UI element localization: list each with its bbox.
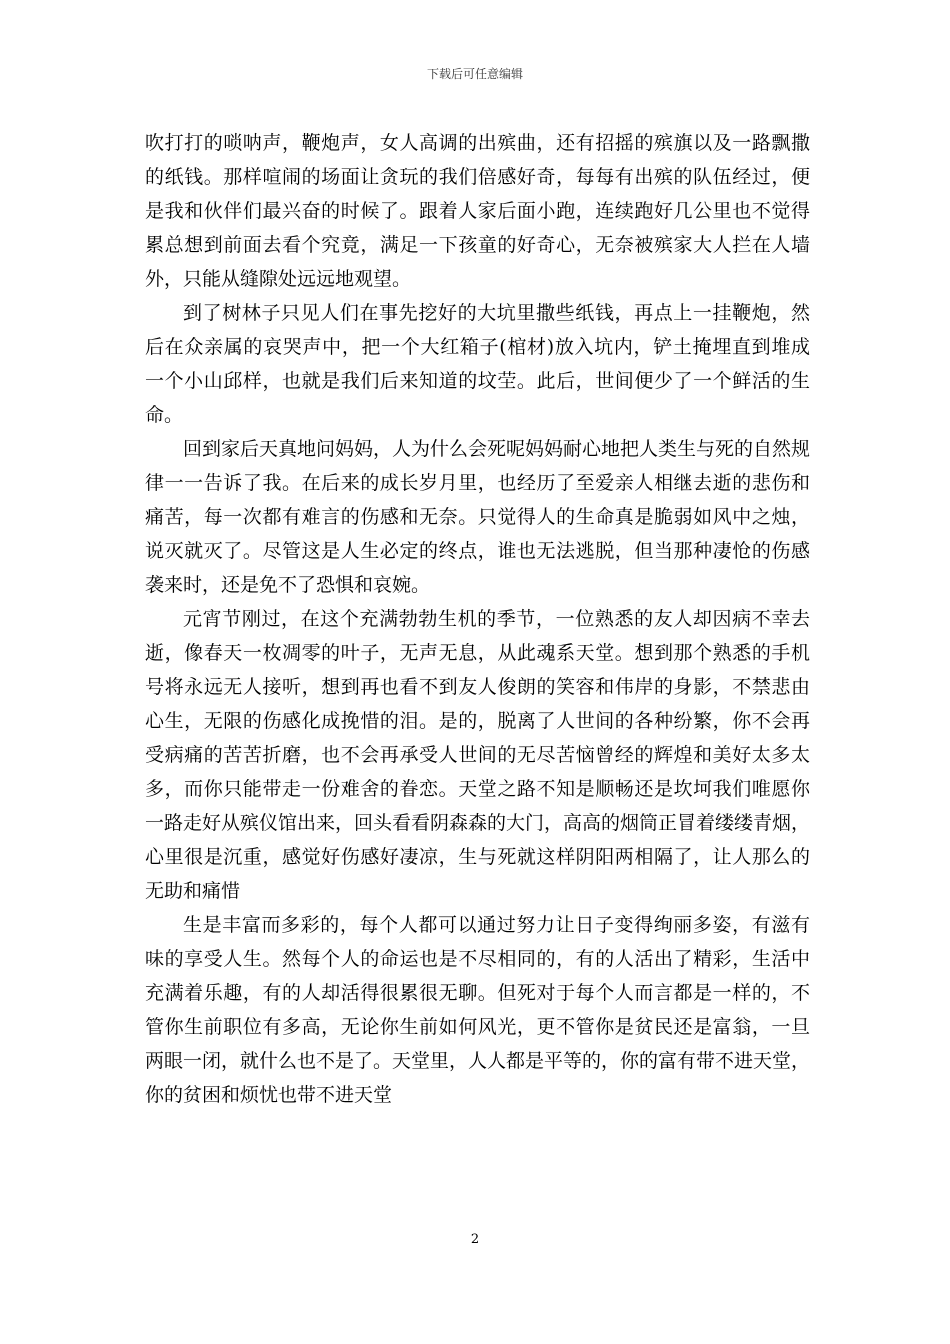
page-number: 2 xyxy=(470,1232,480,1247)
text-line: 逝，像春天一枚凋零的叶子，无声无息，从此魂系天堂。想到那个熟悉的手机 xyxy=(145,642,810,664)
text-line: 回到家后天真地问妈妈，人为什么会死呢妈妈耐心地把人类生与死的自然规 xyxy=(183,438,810,460)
text-line: 一路走好从殡仪馆出来，回头看看阴森森的大门，高高的烟筒正冒着缕缕青烟， xyxy=(145,812,810,834)
text-line: 受病痛的苦苦折磨，也不会再承受人世间的无尽苦恼曾经的辉煌和美好太多太 xyxy=(145,744,810,766)
page-header: 下载后可任意编辑 xyxy=(426,67,523,81)
text-line: 味的享受人生。然每个人的命运也是不尽相同的，有的人活出了精彩，生活中 xyxy=(145,948,810,970)
text-line: 到了树林子只见人们在事先挖好的大坑里撒些纸钱，再点上一挂鞭炮，然 xyxy=(183,302,810,324)
text-line: 命。 xyxy=(145,404,184,426)
text-line: 两眼一闭，就什么也不是了。天堂里，人人都是平等的，你的富有带不进天堂， xyxy=(145,1050,810,1072)
text-line: 吹打打的唢呐声，鞭炮声，女人高调的出殡曲，还有招摇的殡旗以及一路飘撒 xyxy=(145,132,810,154)
text-line: 袭来时，还是免不了恐惧和哀婉。 xyxy=(145,574,431,596)
text-line: 生是丰富而多彩的，每个人都可以通过努力让日子变得绚丽多姿，有滋有 xyxy=(183,914,810,936)
text-line: 多，而你只能带走一份难舍的眷恋。天堂之路不知是顺畅还是坎坷我们唯愿你 xyxy=(145,778,810,800)
paragraph-3 xyxy=(145,432,810,602)
text-line: 无助和痛惜 xyxy=(145,880,241,902)
text-line: 说灭就灭了。尽管这是人生必定的终点，谁也无法逃脱，但当那种凄怆的伤感 xyxy=(145,540,810,562)
text-line: 管你生前职位有多高，无论你生前如何风光，更不管你是贫民还是富翁，一旦 xyxy=(145,1016,810,1038)
paragraph-5 xyxy=(145,908,810,1112)
text-line: 号将永远无人接听，想到再也看不到友人俊朗的笑容和伟岸的身影，不禁悲由 xyxy=(145,676,810,698)
text-line: 累总想到前面去看个究竟，满足一下孩童的好奇心，无奈被殡家大人拦在人墙 xyxy=(145,234,810,256)
text-line: 的纸钱。那样喧闹的场面让贪玩的我们倍感好奇，每每有出殡的队伍经过，便 xyxy=(145,166,810,188)
text-line: 后在众亲属的哀哭声中，把一个大红箱子(棺材)放入坑内，铲土掩埋直到堆成 xyxy=(145,336,810,358)
text-line: 充满着乐趣，有的人却活得很累很无聊。但死对于每个人而言都是一样的，不 xyxy=(145,982,810,1004)
text-line: 心里很是沉重，感觉好伤感好凄凉，生与死就这样阴阳两相隔了，让人那么的 xyxy=(145,846,810,868)
paragraph-4 xyxy=(145,602,810,908)
text-line: 心生，无限的伤感化成挽惜的泪。是的，脱离了人世间的各种纷繁，你不会再 xyxy=(145,710,810,732)
text-line: 是我和伙伴们最兴奋的时候了。跟着人家后面小跑，连续跑好几公里也不觉得 xyxy=(145,200,810,222)
text-line: 元宵节刚过，在这个充满勃勃生机的季节，一位熟悉的友人却因病不幸去 xyxy=(183,608,810,630)
text-line: 律一一告诉了我。在后来的成长岁月里，也经历了至爱亲人相继去逝的悲伤和 xyxy=(145,472,810,494)
text-line: 你的贫困和烦忧也带不进天堂 xyxy=(145,1084,393,1106)
body-text xyxy=(145,126,810,1112)
text-line: 外，只能从缝隙处远远地观望。 xyxy=(145,268,412,290)
text-line: 一个小山邱样，也就是我们后来知道的坟茔。此后，世间便少了一个鲜活的生 xyxy=(145,370,810,392)
text-line: 痛苦，每一次都有难言的伤感和无奈。只觉得人的生命真是脆弱如风中之烛， xyxy=(145,506,810,528)
paragraph-1 xyxy=(145,126,810,296)
paragraph-2 xyxy=(145,296,810,432)
